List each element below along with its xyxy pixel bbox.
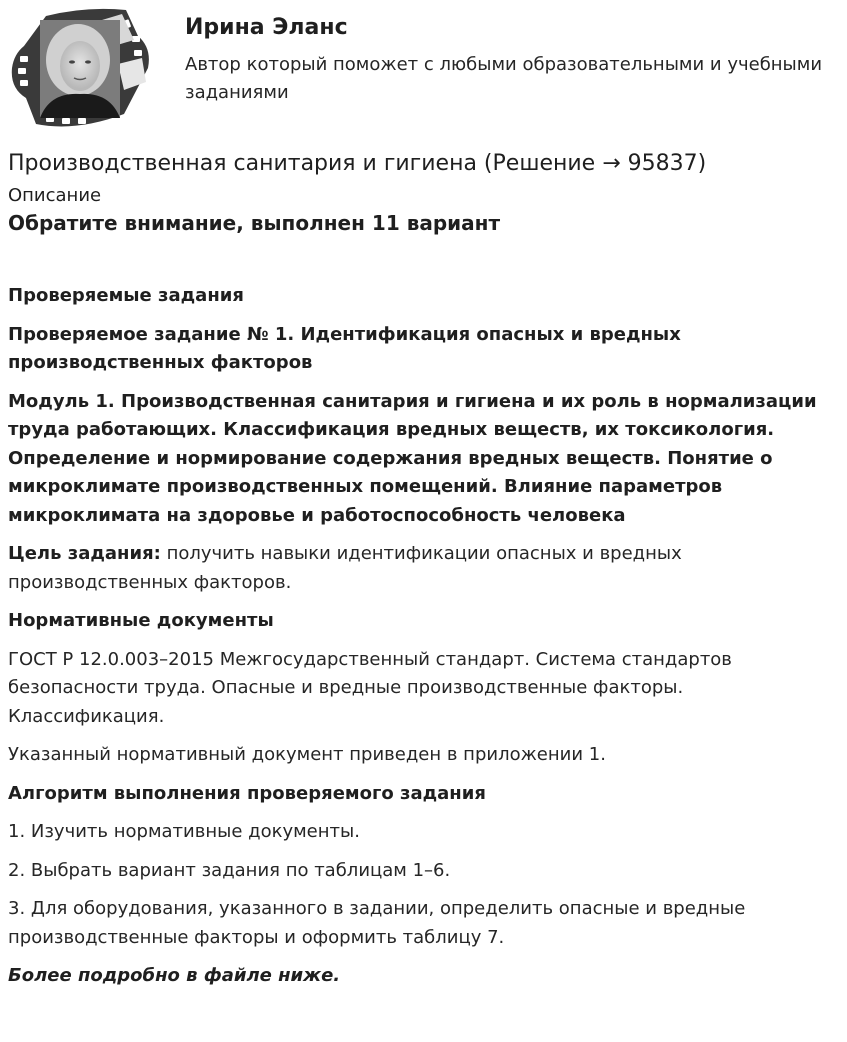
algorithm-step-2: 2. Выбрать вариант задания по таблицам 1–6. (8, 859, 451, 881)
work-content (8, 148, 836, 991)
avatar[interactable] (6, 6, 154, 130)
author-description: Автор который поможет с любыми образовательными и учебными заданиями (185, 54, 823, 103)
appendix-paragraph: Указанный нормативный документ приведен в приложении 1. (8, 744, 606, 765)
goal-label: Цель задания: (8, 543, 161, 564)
gost-paragraph: ГОСТ Р 12.0.003–2015 Межгосударственный стандарт. Система стандартов безопасности труда. Опасные и вредные производственные факторы. Классификация. (8, 648, 732, 727)
algorithm-step-3: 3. Для оборудования, указанного в задании, определить опасные и вредные производственные факторы и оформить таблицу 7. (8, 898, 746, 948)
module-description: Модуль 1. Производственная санитария и гигиена и их роль в нормализации труда работающих. Классификация вредных веществ, их токсикология. Определение и нормирование содержания вредных веществ. Понятие о микроклимате производственных помещений. Влияние параметров микроклимата на здоровье и работоспособность человека (8, 390, 817, 526)
algorithm-heading: Алгоритм выполнения проверяемого задания (8, 782, 486, 804)
page-title: Производственная санитария и гигиена (Решение → 95837) (8, 151, 707, 176)
tasks-heading: Проверяемые задания (8, 285, 244, 306)
description-label: Описание (8, 185, 102, 206)
goal-paragraph (8, 540, 836, 597)
goal-text: получить навыки идентификации опасных и вредных производственных факторов. (8, 543, 682, 593)
more-details-note: Более подробно в файле ниже. (8, 965, 341, 986)
author-name[interactable]: Ирина Эланс (185, 15, 348, 40)
algorithm-step-1: 1. Изучить нормативные документы. (8, 821, 360, 842)
task1-heading: Проверяемое задание № 1. Идентификация опасных и вредных производственных факторов (8, 323, 681, 373)
author-header (0, 0, 847, 135)
variant-notice: Обратите внимание, выполнен 11 вариант (8, 211, 501, 235)
docs-heading: Нормативные документы (8, 610, 274, 631)
film-frame-avatar-icon (6, 6, 154, 130)
